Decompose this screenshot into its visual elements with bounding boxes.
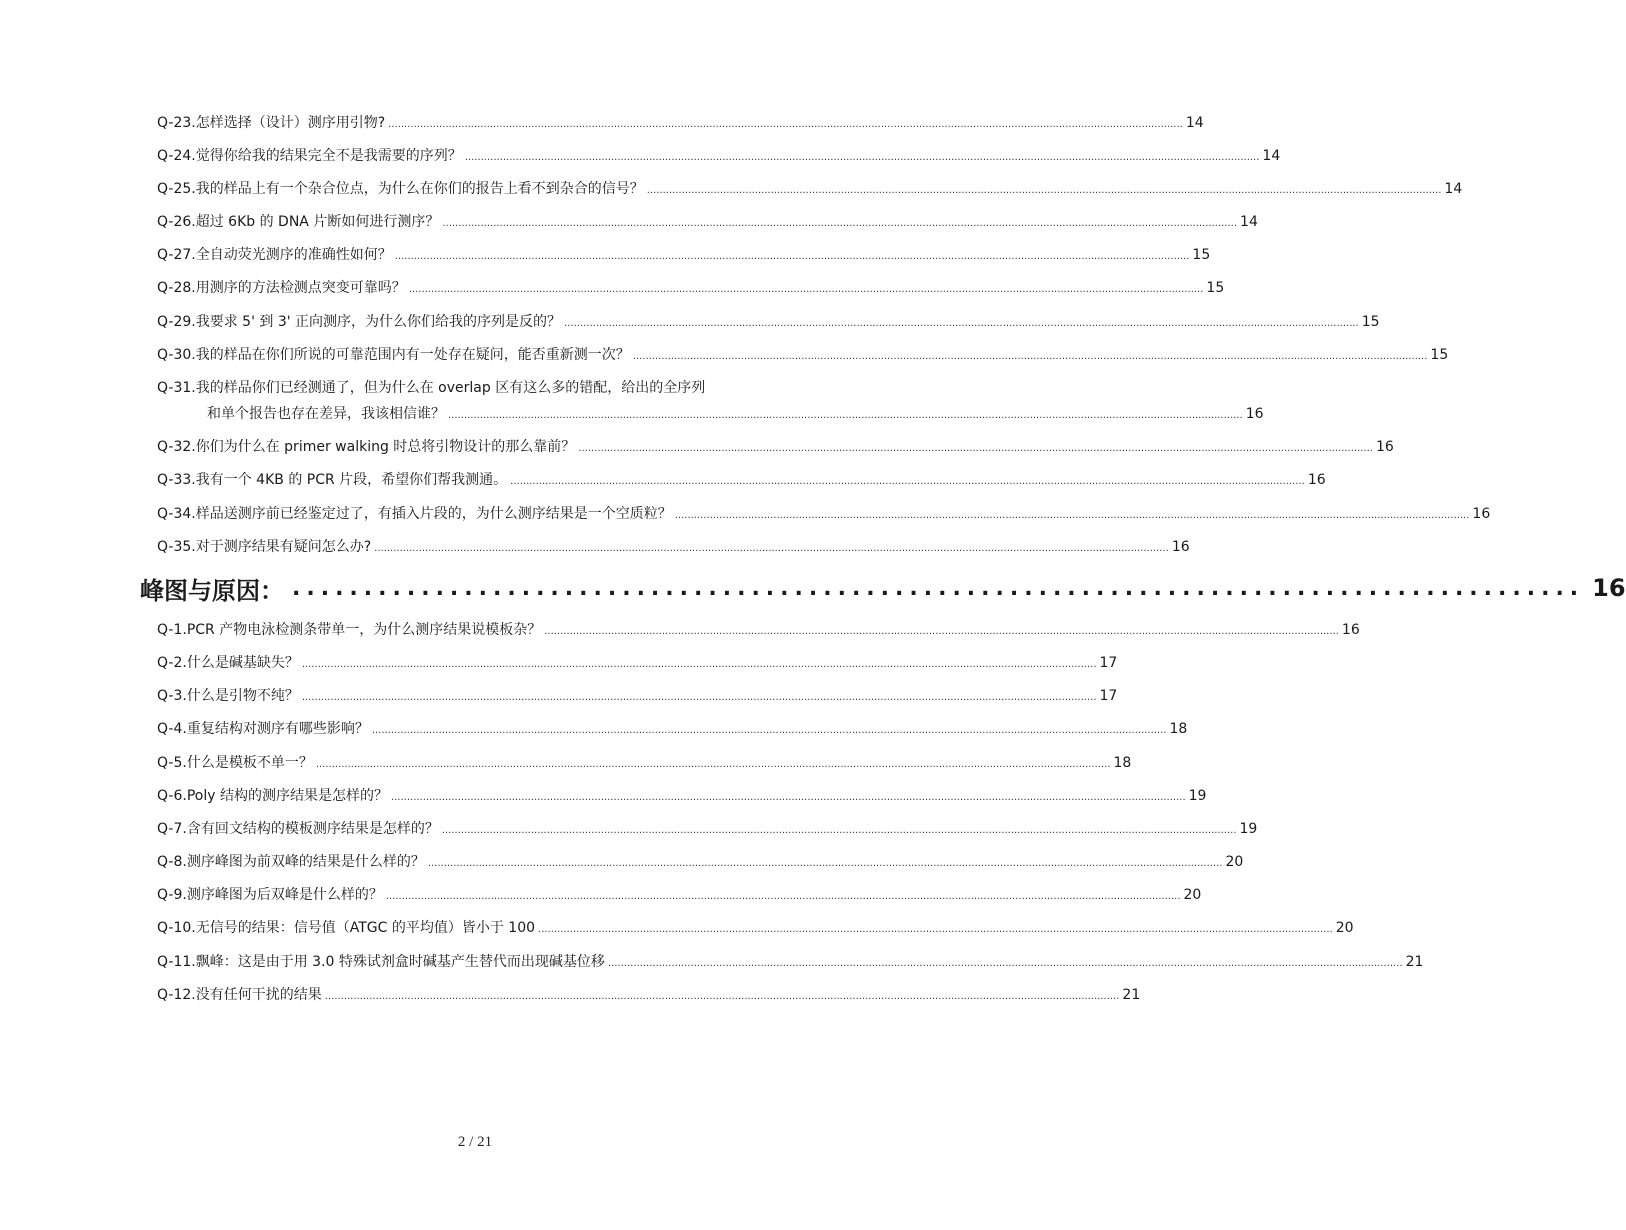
toc-entry-title: Q-11.飘峰：这是由于用 3.0 特殊试剂盒时碱基产生替代而出现碱基位移 — [157, 954, 605, 970]
leader-dots — [388, 115, 1183, 135]
toc-entry-title: Q-3.什么是引物不纯？ — [157, 688, 299, 704]
leader-dots — [316, 755, 1111, 775]
toc-entry-page: 16 — [1341, 622, 1360, 638]
toc-entry-title: Q-2.什么是碱基缺失？ — [157, 655, 299, 671]
leader-dots — [544, 622, 1339, 642]
leader-dots — [409, 280, 1204, 300]
page-number-footer: 2 / 21 — [457, 1134, 493, 1150]
toc-entry-title: Q-32.你们为什么在 primer walking 时总将引物设计的那么靠前？ — [157, 439, 576, 455]
toc-entry-page: 17 — [1099, 688, 1118, 704]
toc-entry-page: 20 — [1225, 854, 1244, 870]
toc-entry-title: Q-12.没有任何干扰的结果 — [157, 987, 322, 1003]
toc-entry-title: Q-6.Poly 结构的测序结果是怎样的？ — [157, 788, 388, 804]
toc-entry-title: Q-29.我要求 5' 到 3' 正向测序，为什么你们给我的序列是反的？ — [157, 314, 562, 330]
toc-entry-title: Q-30.我的样品在你们所说的可靠范围内有一处存在疑问，能否重新测一次？ — [157, 347, 630, 363]
toc-entry[interactable] — [157, 918, 1354, 940]
toc-entry[interactable] — [157, 719, 1188, 741]
leader-dots — [372, 721, 1167, 741]
toc-entry-title: Q-26.超过 6Kb 的 DNA 片断如何进行测序？ — [157, 214, 440, 230]
toc-entry-page: 17 — [1099, 655, 1118, 671]
toc-entry[interactable] — [157, 537, 1190, 559]
toc-entry-page: 16 — [1307, 472, 1326, 488]
leader-dots — [386, 887, 1181, 907]
toc-entry-multiline[interactable] — [157, 378, 1264, 426]
toc-entry-page: 15 — [1361, 314, 1380, 330]
toc-entry[interactable] — [157, 852, 1244, 874]
toc-entry[interactable] — [157, 985, 1141, 1007]
toc-entry[interactable] — [157, 686, 1118, 708]
leader-dots — [428, 854, 1223, 874]
toc-entry[interactable] — [157, 345, 1449, 367]
leader-dots — [395, 247, 1190, 267]
toc-entry-title: Q-10.无信号的结果：信号值（ATGC 的平均值）皆小于 100 — [157, 920, 536, 936]
toc-entry[interactable] — [157, 504, 1491, 526]
toc-entry[interactable] — [157, 470, 1326, 492]
toc-entry[interactable] — [157, 113, 1204, 135]
leader-dots — [391, 788, 1186, 808]
toc-heading-page: 16 — [1592, 574, 1626, 602]
toc-entry[interactable] — [157, 179, 1463, 201]
toc-entry-page: 14 — [1185, 115, 1204, 131]
toc-entry-title: Q-4.重复结构对测序有哪些影响？ — [157, 721, 369, 737]
toc-entry[interactable] — [157, 952, 1424, 974]
toc-entry-page: 19 — [1188, 788, 1207, 804]
toc-entry-title: Q-24.觉得你给我的结果完全不是我需要的序列？ — [157, 148, 462, 164]
leader-dots — [510, 472, 1305, 492]
toc-entry-title: Q-33.我有一个 4KB 的 PCR 片段，希望你们帮我测通。 — [157, 472, 508, 488]
leader-dots — [633, 347, 1428, 367]
toc-entry-page: 20 — [1335, 920, 1354, 936]
leader-dots — [442, 214, 1237, 234]
toc-entry[interactable] — [157, 212, 1258, 234]
toc-entry-page: 14 — [1444, 181, 1463, 197]
toc-heading[interactable] — [140, 566, 1626, 610]
toc-entry-page: 18 — [1169, 721, 1188, 737]
toc-entry-title: Q-1.PCR 产物电泳检测条带单一，为什么测序结果说模板杂？ — [157, 622, 542, 638]
toc-entry[interactable] — [157, 312, 1380, 334]
toc-entry-page: 21 — [1405, 954, 1424, 970]
leader-dots — [538, 920, 1333, 940]
toc-entry-page: 15 — [1192, 247, 1211, 263]
toc-entry-title: Q-9.测序峰图为后双峰是什么样的？ — [157, 887, 383, 903]
toc-entry-title: Q-35.对于测序结果有疑问怎么办? — [157, 539, 372, 555]
toc-entry[interactable] — [157, 620, 1360, 642]
leader-dots — [465, 148, 1260, 168]
toc-entry-title: Q-7.含有回文结构的模板测序结果是怎样的？ — [157, 821, 439, 837]
toc-entry[interactable] — [157, 786, 1207, 808]
toc-entry[interactable] — [157, 819, 1258, 841]
leader-dots — [302, 688, 1097, 708]
toc-entry[interactable] — [157, 653, 1118, 675]
toc-entry-page: 21 — [1122, 987, 1141, 1003]
toc-entry-page: 18 — [1113, 755, 1132, 771]
toc-entry-title: Q-23.怎样选择（设计）测序用引物? — [157, 115, 386, 131]
toc-entry-page: 16 — [1472, 506, 1491, 522]
toc-entry[interactable] — [157, 885, 1202, 907]
toc-entry-page: 14 — [1240, 214, 1258, 230]
toc-entry-title-continued: 和单个报告也存在差异，我该相信谁？ — [207, 406, 445, 422]
toc-entry-page: 19 — [1239, 821, 1258, 837]
toc-entry-page: 16 — [1245, 406, 1264, 422]
leader-dots — [302, 655, 1097, 675]
toc-entry-page: 16 — [1375, 439, 1394, 455]
toc-entry[interactable] — [157, 278, 1225, 300]
leader-dots — [442, 821, 1237, 841]
toc-heading-title: 峰图与原因： — [140, 576, 284, 605]
toc-entry-title: Q-8.测序峰图为前双峰的结果是什么样的？ — [157, 854, 425, 870]
toc-entry-title: Q-27.全自动荧光测序的准确性如何？ — [157, 247, 392, 263]
leader-dots — [292, 576, 1584, 601]
toc-entry[interactable] — [157, 437, 1394, 459]
leader-dots — [578, 439, 1373, 459]
toc-entry[interactable] — [157, 753, 1132, 775]
toc-entry-page: 20 — [1183, 887, 1202, 903]
toc-entry-title: Q-31.我的样品你们已经测通了，但为什么在 overlap 区有这么多的错配，给出的全序列 — [157, 380, 706, 396]
toc-entry-page: 14 — [1262, 148, 1281, 164]
toc-entry-page: 15 — [1206, 280, 1225, 296]
toc-entry-title: Q-25.我的样品上有一个杂合位点，为什么在你们的报告上看不到杂合的信号？ — [157, 181, 644, 197]
toc-entry-page: 15 — [1430, 347, 1449, 363]
leader-dots — [374, 539, 1169, 559]
leader-dots — [608, 954, 1403, 974]
leader-dots — [647, 181, 1442, 201]
leader-dots — [564, 314, 1359, 334]
toc-entry-title: Q-34.样品送测序前已经鉴定过了，有插入片段的，为什么测序结果是一个空质粒？ — [157, 506, 672, 522]
leader-dots — [448, 406, 1243, 426]
leader-dots — [675, 506, 1470, 526]
leader-dots — [325, 987, 1120, 1007]
toc-entry-title: Q-28.用测序的方法检测点突变可靠吗？ — [157, 280, 406, 296]
toc-entry-page: 16 — [1171, 539, 1190, 555]
toc-entry[interactable] — [157, 245, 1211, 267]
toc-entry[interactable] — [157, 146, 1281, 168]
toc-entry-title: Q-5.什么是模板不单一？ — [157, 755, 313, 771]
